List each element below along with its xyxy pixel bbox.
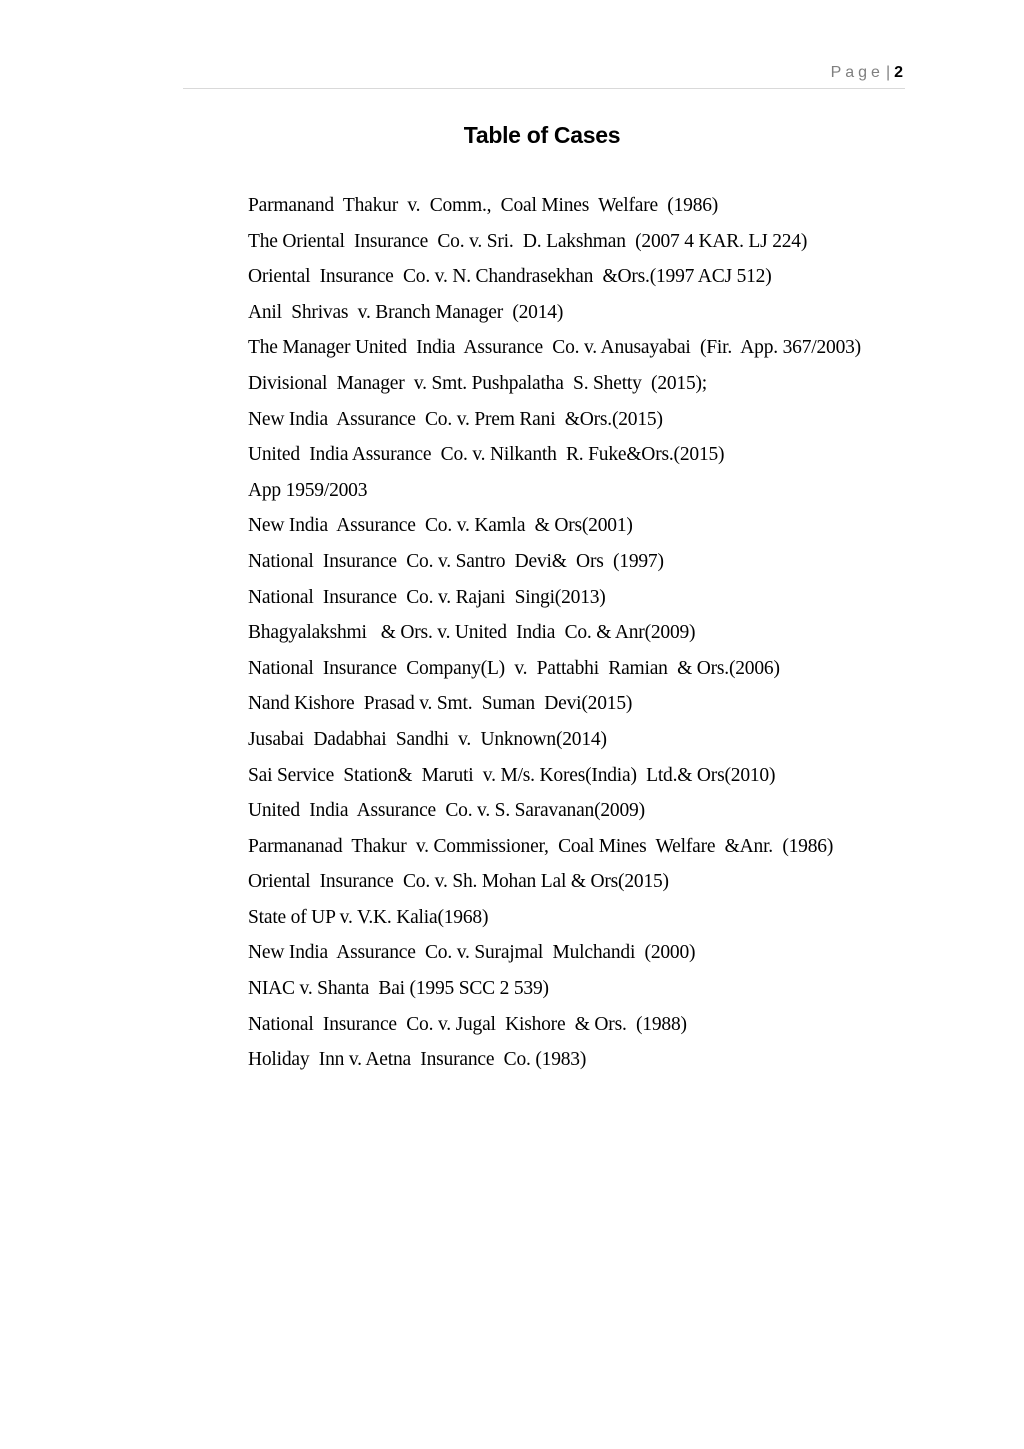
case-item: Jusabai Dadabhai Sandhi v. Unknown(2014) — [248, 728, 607, 750]
case-item: National Insurance Co. v. Rajani Singi(2013) — [248, 586, 606, 608]
case-item: Divisional Manager v. Smt. Pushpalatha S. Shetty (2015); — [248, 372, 708, 394]
case-item: National Insurance Co. v. Santro Devi& Ors (1997) — [248, 550, 664, 572]
case-item: National Insurance Company(L) v. Pattabhi Ramian & Ors.(2006) — [248, 657, 780, 679]
case-item: Nand Kishore Prasad v. Smt. Suman Devi(2015) — [248, 693, 633, 715]
case-item: Oriental Insurance Co. v. Sh. Mohan Lal & Ors(2015) — [248, 871, 669, 893]
case-item: Bhagyalakshmi & Ors. v. United India Co. & Anr(2009) — [248, 622, 696, 644]
case-item: New India Assurance Co. v. Prem Rani &Ors.(2015) — [248, 408, 663, 430]
case-item: United India Assurance Co. v. Nilkanth R. Fuke&Ors.(2015) — [248, 444, 725, 466]
case-item: NIAC v. Shanta Bai (1995 SCC 2 539) — [248, 978, 549, 1000]
page-number-label — [831, 64, 903, 82]
case-item: App 1959/2003 — [248, 479, 368, 501]
case-item: Oriental Insurance Co. v. N. Chandrasekhan &Ors.(1997 ACJ 512) — [248, 266, 772, 288]
case-list — [248, 193, 861, 1083]
page-word: Page — [830, 64, 884, 81]
case-item: Parmanand Thakur v. Comm., Coal Mines Welfare (1986) — [248, 195, 719, 216]
case-item: New India Assurance Co. v. Surajmal Mulchandi (2000) — [248, 942, 696, 964]
case-item: The Manager United India Assurance Co. v. Anusayabai (Fir. App. 367/2003) — [248, 337, 861, 359]
case-item: National Insurance Co. v. Jugal Kishore & Ors. (1988) — [248, 1013, 687, 1035]
case-item: Sai Service Station& Maruti v. M/s. Kores(India) Ltd.& Ors(2010) — [248, 764, 776, 786]
case-item: New India Assurance Co. v. Kamla & Ors(2001) — [248, 515, 633, 537]
case-item: State of UP v. V.K. Kalia(1968) — [248, 906, 489, 928]
page-separator: | — [885, 64, 891, 81]
page-title: Table of Cases — [463, 122, 621, 148]
case-item: The Oriental Insurance Co. v. Sri. D. Lakshman (2007 4 KAR. LJ 224) — [248, 230, 808, 252]
page-header — [183, 58, 905, 89]
case-item: Parmananad Thakur v. Commissioner, Coal Mines Welfare &Anr. (1986) — [248, 835, 834, 857]
case-item: United India Assurance Co. v. S. Saravanan(2009) — [248, 800, 645, 822]
case-item: Anil Shrivas v. Branch Manager (2014) — [248, 301, 564, 323]
page-number: 2 — [894, 64, 903, 81]
case-item: Holiday Inn v. Aetna Insurance Co. (1983) — [248, 1049, 587, 1071]
